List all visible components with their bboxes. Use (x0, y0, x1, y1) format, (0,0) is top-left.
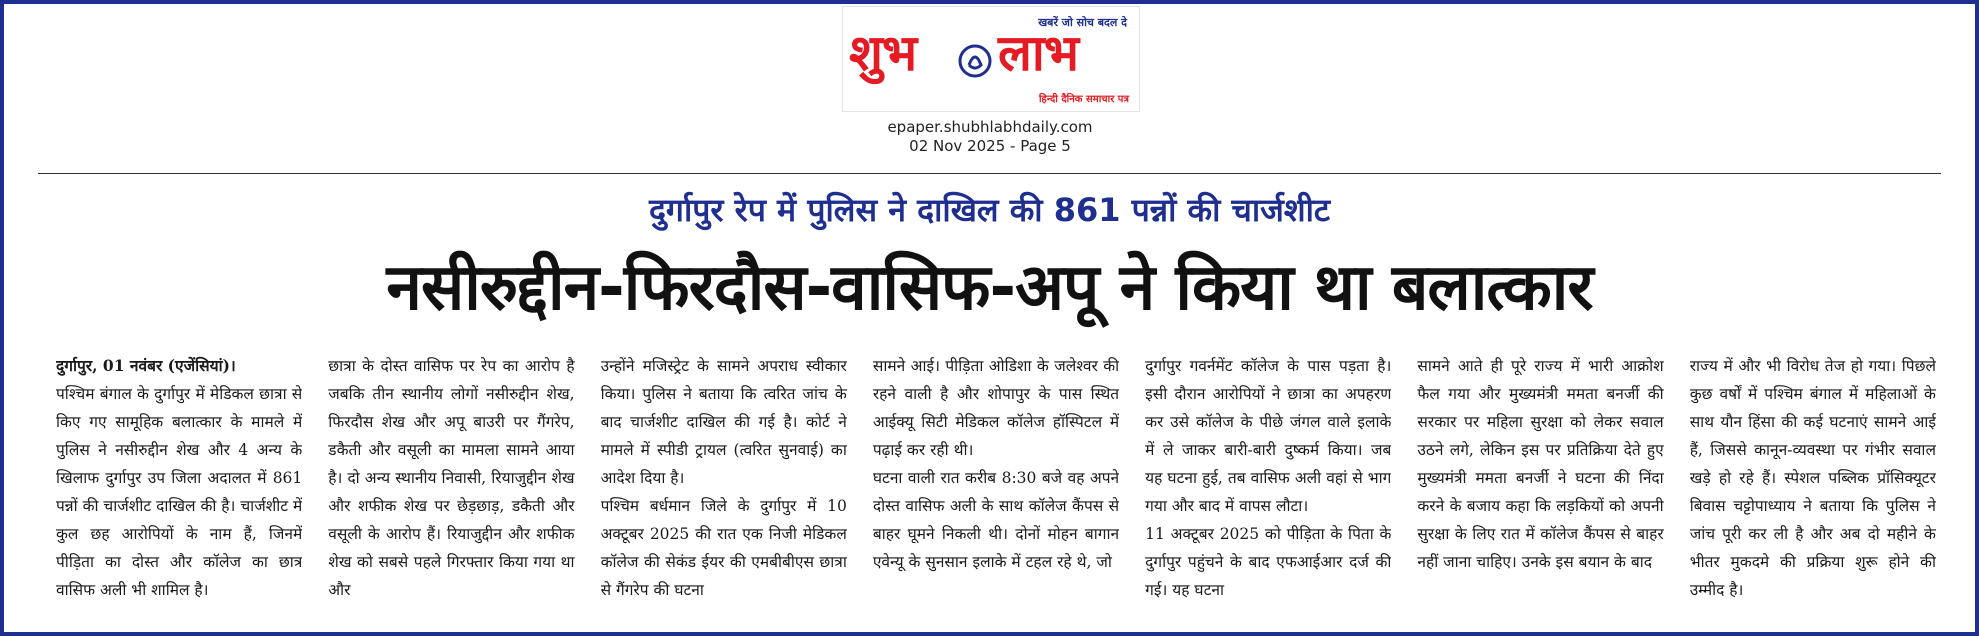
ganesha-emblem-icon (955, 41, 995, 81)
header-divider (38, 173, 1941, 174)
article-headline: नसीरुद्दीन-फिरदौस-वासिफ-अपू ने किया था बलात्कार (386, 251, 1593, 325)
column-text: उन्होंने मजिस्ट्रेट के सामने अपराध स्वीकार किया। पुलिस ने बताया कि त्वरित जांच के बाद चार्जशीट दाखिल की गई है। कोर्ट ने मामले में स्पीडी ट्रायल (त्वरित सुनवाई) का आदेश दिया है। पश्चिम बर्धमान जिले के दुर्गापुर में 10 अक्टूबर 2025 की रात एक निजी मेडिकल कॉलेज की सेकंड ईयर की एमबीबीएस छात्रा से गैंगरेप की घटना (600, 357, 847, 599)
article-body (56, 352, 1936, 618)
issue-date-page: 02 Nov 2025 - Page 5 (909, 137, 1071, 155)
column-text: सामने आते ही पूरे राज्य में भारी आक्रोश फैल गया और मुख्यमंत्री ममता बनर्जी की सरकार पर महिला सुरक्षा को लेकर सवाल उठने लगे, लेकिन इस पर प्रतिक्रिया देते हुए मुख्यमंत्री ममता बनर्जी ने घटना की निंदा करने के बजाय कहा कि लड़कियों को अपनी सुरक्षा के लिए रात में कॉलेज कैंपस से बाहर नहीं जाना चाहिए। उनके इस बयान के बाद (1417, 357, 1664, 571)
logo-tagline: खबरें जो सोच बदल दे (1038, 16, 1127, 29)
article-column-5 (1145, 352, 1391, 618)
article-column-1 (56, 352, 302, 618)
column-text: दुर्गापुर गवर्नमेंट कॉलेज के पास पड़ता है। इसी दौरान आरोपियों ने छात्रा का अपहरण कर उसे कॉलेज के पीछे जंगल वाले इलाके में ले जाकर बारी-बारी दुष्कर्म किया। जब यह घटना हुई, तब वासिफ अली वहां से भाग गया और बाद में वापस लौटा। 11 अक्टूबर 2025 को पीड़िता के पिता के दुर्गापुर पहुंचने के बाद एफआईआर दर्ज की गई। यह घटना (1145, 357, 1392, 599)
article-column-3 (601, 352, 847, 618)
column-text: सामने आई। पीड़िता ओडिशा के जलेश्वर की रहने वाली है और शोपापुर के पास स्थित आईक्यू सिटी मेडिकल कॉलेज हॉस्पिटल में पढ़ाई कर रही थी। घटना वाली रात करीब 8:30 बजे वह अपने दोस्त वासिफ अली के साथ कॉलेज कैंपस से बाहर घूमने निकली थी। दोनों मोहन बागान एवेन्यू के सुनसान इलाके में टहल रहे थे, जो (872, 357, 1120, 571)
article-dateline: दुर्गापुर, 01 नवंबर (एजेंसियां)। (56, 356, 236, 375)
column-text: छात्रा के दोस्त वासिफ पर रेप का आरोप है जबकि तीन स्थानीय लोगों नसीरुद्दीन शेख, फिरदौस शेख और अपू बाउरी पर गैंगरेप, डकैती और वसूली का मामला सामने आया है। दो अन्य स्थानीय निवासी, रियाजुद्दीन शेख और शफीक शेख पर छेड़छाड़, डकैती और वसूली के आरोप हैं। रियाजुद्दीन और शफीक शेख को सबसे पहले गिरफ्तार किया गया था और (328, 357, 575, 599)
epaper-url[interactable]: epaper.shubhlabhdaily.com (887, 118, 1093, 136)
article-column-6 (1417, 352, 1663, 618)
article-column-7 (1690, 352, 1936, 618)
logo-word-left: शुभ (849, 24, 917, 82)
column-text: पश्चिम बंगाल के दुर्गापुर में मेडिकल छात्रा से किए गए सामूहिक बलात्कार के मामले में पुलिस ने नसीरुद्दीन शेख और 4 अन्य के खिलाफ दुर्गापुर उप जिला अदालत में 861 पन्नों की चार्जशीट दाखिल की है। चार्जशीट में कुल छह आरोपियों के नाम हैं, जिनमें पीड़िता का दोस्त और कॉलेज का छात्र वासिफ अली भी शामिल है। (56, 385, 303, 599)
masthead-logo[interactable] (842, 6, 1140, 112)
article-column-2 (328, 352, 574, 618)
article-column-4 (873, 352, 1119, 618)
logo-word-right: लाभ (998, 24, 1078, 82)
column-text: राज्य में और भी विरोध तेज हो गया। पिछले कुछ वर्षों में पश्चिम बंगाल में महिलाओं के साथ यौन हिंसा की कई घटनाएं सामने आई हैं, जिससे कानून-व्यवस्था पर गंभीर सवाल खड़े हो रहे हैं। स्पेशल पब्लिक प्रॉसिक्यूटर बिवास चट्टोपाध्याय ने बताया कि पुलिस ने जांच पूरी कर ली है और अब दो महीने के भीतर मुकदमे की प्रक्रिया शुरू होने की उम्मीद है। (1689, 357, 1936, 599)
logo-subtitle: हिन्दी दैनिक समाचार पत्र (1038, 94, 1129, 105)
article-kicker: दुर्गापुर रेप में पुलिस ने दाखिल की 861 पन्नों की चार्जशीट (648, 191, 1331, 229)
